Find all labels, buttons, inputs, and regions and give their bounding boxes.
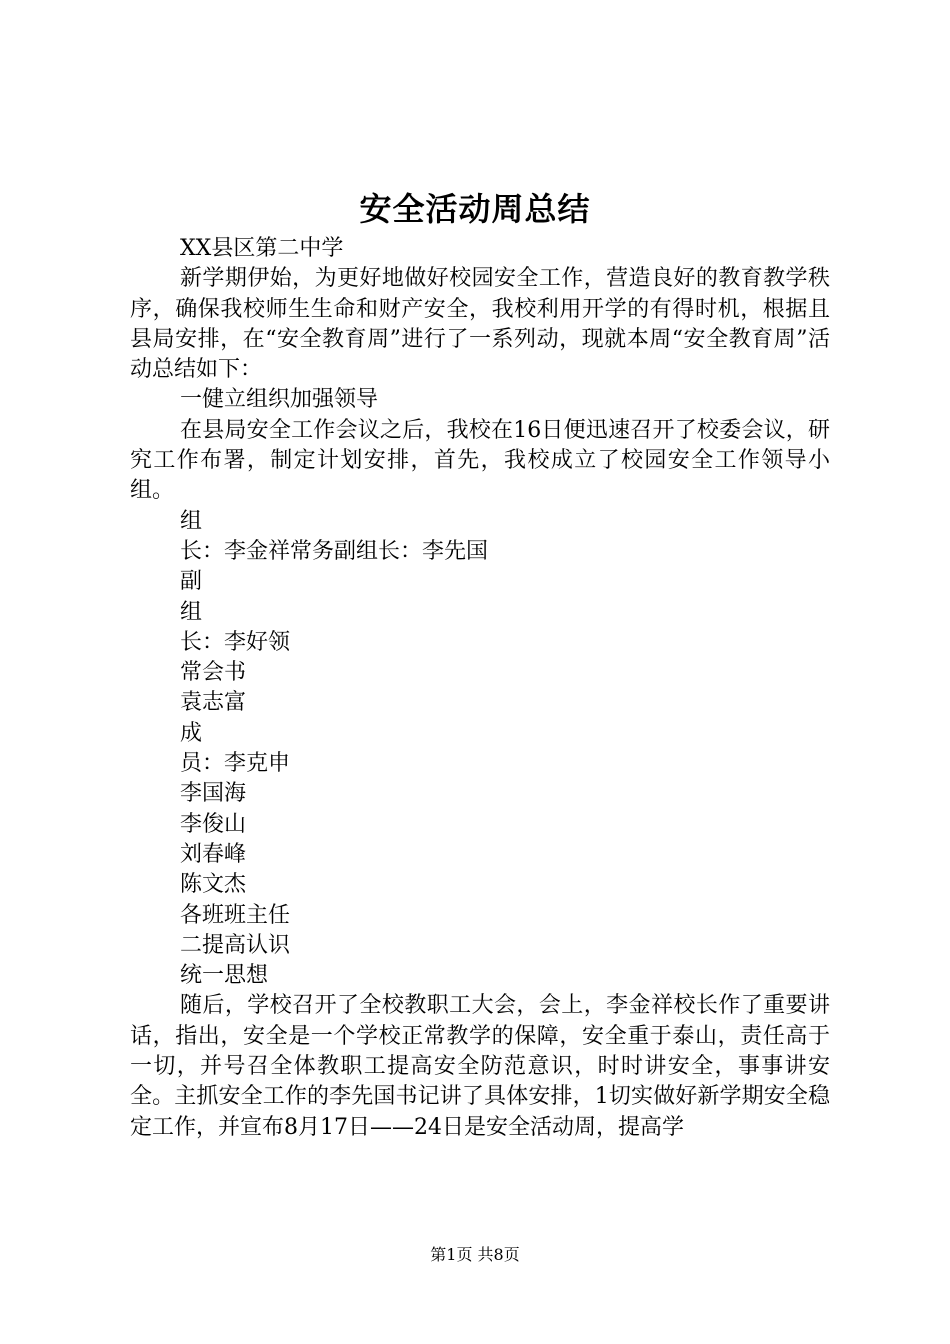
section-1-paragraph: 在县局安全工作会议之后，我校在16日便迅速召开了校委会议，研究工作布署，制定计划安排，首先，我校成立了校园安全工作领导小组。: [130, 417, 830, 504]
document-body: [130, 234, 830, 1143]
school-name: XX县区第二中学: [180, 236, 344, 261]
list-line: 员：李克申: [180, 751, 291, 777]
document-title: 安全活动周总结: [359, 190, 591, 228]
section-heading-2: 二提高认识: [180, 932, 291, 958]
list-line: 袁志富: [180, 690, 247, 716]
page-footer: 第1页 共8页: [430, 1245, 520, 1264]
section-heading-1: 一健立组织加强领导: [180, 387, 379, 413]
list-line: 陈文杰: [180, 872, 247, 898]
list-line: 刘春峰: [180, 841, 247, 867]
intro-paragraph: 新学期伊始，为更好地做好校园安全工作，营造良好的教育教学秩序，确保我校师生生命和财产安全，我校利用开学的有得时机，根据且县局安排，在“安全教育周”进行了一系列动，现就本周“安全教育周”活动总结如下：: [130, 266, 830, 383]
list-line: 李国海: [180, 781, 247, 807]
list-line: 常会书: [180, 660, 247, 686]
section-2-paragraph: 随后，学校召开了全校教职工大会，会上，李金祥校长作了重要讲话，指出，安全是一个学校正常教学的保障，安全重于泰山，责任高于一切，并号召全体教职工提高安全防范意识，时时讲安全，事事讲安全。主抓安全工作的李先国书记讲了具体安排，1切实做好新学期安全稳定工作，并宣布8月17日——24日是安全活动周，提高学: [130, 993, 830, 1140]
list-line: 组: [180, 508, 203, 534]
list-line: 长：李好领: [180, 629, 291, 655]
list-line: 各班班主任: [180, 902, 291, 928]
list-line: 长：李金祥常务副组长：李先国: [180, 538, 489, 564]
list-line: 李俊山: [180, 811, 247, 837]
list-line: 成: [180, 720, 203, 746]
list-line: 组: [180, 599, 203, 625]
list-line: 副: [180, 569, 203, 595]
section-heading-2-cont: 统一思想: [180, 963, 269, 989]
